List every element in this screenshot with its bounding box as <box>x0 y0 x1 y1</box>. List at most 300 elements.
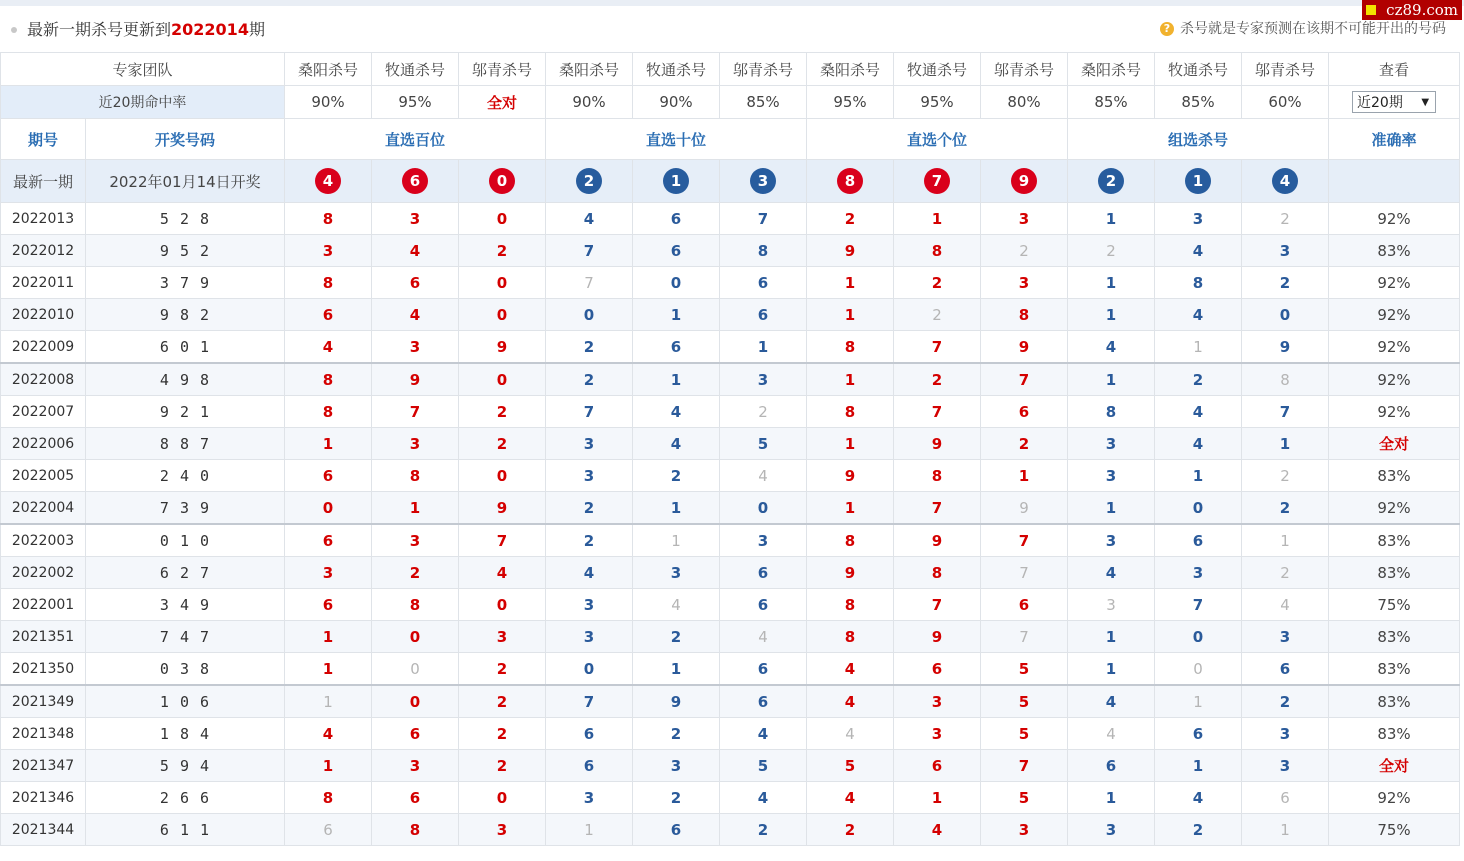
kill-number: 5 <box>720 428 807 460</box>
tens-header: 直选十位 <box>546 119 807 160</box>
kill-number: 3 <box>633 557 720 589</box>
kill-number-missed: 1 <box>285 685 372 718</box>
kill-number: 3 <box>1242 621 1329 653</box>
site-logo[interactable] <box>1362 0 1462 20</box>
kill-number: 2 <box>633 460 720 492</box>
hit-rate: 95% <box>894 86 981 119</box>
table-row <box>1 621 1460 653</box>
draw-number: 1 0 6 <box>86 685 285 718</box>
kill-number: 3 <box>1068 460 1155 492</box>
accuracy-value: 全对 <box>1329 428 1460 460</box>
kill-number-missed: 4 <box>1242 589 1329 621</box>
kill-number: 1 <box>285 653 372 686</box>
issue-number: 2022013 <box>1 203 86 235</box>
kill-number: 4 <box>720 718 807 750</box>
kill-number: 3 <box>372 331 459 364</box>
period-select[interactable] <box>1352 91 1436 113</box>
prediction-ball: 1 <box>663 168 689 194</box>
accuracy-value: 83% <box>1329 685 1460 718</box>
accuracy-value: 92% <box>1329 492 1460 525</box>
draw-number: 9 2 1 <box>86 396 285 428</box>
kill-number: 7 <box>1242 396 1329 428</box>
kill-number: 0 <box>372 685 459 718</box>
kill-number: 3 <box>372 203 459 235</box>
kill-number-missed: 6 <box>285 814 372 846</box>
kill-number: 6 <box>894 750 981 782</box>
kill-number: 3 <box>1068 814 1155 846</box>
expert-team-label: 专家团队 <box>1 53 285 86</box>
kill-number: 1 <box>1242 428 1329 460</box>
kill-number-missed: 4 <box>807 718 894 750</box>
kill-number: 6 <box>285 524 372 557</box>
draw-number: 6 1 1 <box>86 814 285 846</box>
kill-number: 6 <box>720 557 807 589</box>
kill-number: 1 <box>285 750 372 782</box>
kill-number: 8 <box>285 396 372 428</box>
kill-number: 3 <box>894 718 981 750</box>
draw-number: 9 8 2 <box>86 299 285 331</box>
kill-number: 4 <box>1155 782 1242 814</box>
kill-number: 0 <box>1242 299 1329 331</box>
kill-number: 7 <box>372 396 459 428</box>
kill-number: 3 <box>720 524 807 557</box>
draw-number: 3 7 9 <box>86 267 285 299</box>
kill-number: 3 <box>633 750 720 782</box>
kill-number: 1 <box>807 428 894 460</box>
prediction-ball-cell <box>1242 160 1329 203</box>
kill-number: 4 <box>807 685 894 718</box>
issue-number: 2022006 <box>1 428 86 460</box>
kill-number: 1 <box>807 492 894 525</box>
kill-number: 8 <box>285 203 372 235</box>
kill-number: 4 <box>807 653 894 686</box>
kill-number: 0 <box>285 492 372 525</box>
tip-text: 杀号就是专家预测在该期不可能开出的号码 <box>1180 21 1446 37</box>
kill-number: 0 <box>1155 492 1242 525</box>
accuracy-value: 92% <box>1329 331 1460 364</box>
expert-name: 牧通杀号 <box>633 53 720 86</box>
update-message <box>27 17 265 40</box>
kill-number: 5 <box>720 750 807 782</box>
kill-number: 2 <box>633 782 720 814</box>
kill-number: 0 <box>459 589 546 621</box>
kill-number: 0 <box>459 460 546 492</box>
kill-number: 9 <box>633 685 720 718</box>
kill-number: 1 <box>807 267 894 299</box>
draw-number: 7 3 9 <box>86 492 285 525</box>
kill-number: 2 <box>1242 267 1329 299</box>
kill-number: 2 <box>459 750 546 782</box>
dropdown-arrow-icon: ▼ <box>1421 97 1430 108</box>
kill-number-missed: 8 <box>1242 363 1329 396</box>
kill-number: 6 <box>285 460 372 492</box>
help-tip <box>1160 18 1446 38</box>
kill-number: 4 <box>1155 428 1242 460</box>
kill-number: 6 <box>720 267 807 299</box>
kill-number-missed: 7 <box>546 267 633 299</box>
hit-rate-row <box>1 86 1460 119</box>
table-row <box>1 235 1460 267</box>
kill-number: 7 <box>981 750 1068 782</box>
kill-number: 3 <box>459 621 546 653</box>
kill-number: 2 <box>720 814 807 846</box>
expert-name: 牧通杀号 <box>372 53 459 86</box>
kill-number: 6 <box>720 589 807 621</box>
prediction-ball-cell <box>459 160 546 203</box>
accuracy-value: 83% <box>1329 557 1460 589</box>
kill-number: 0 <box>546 299 633 331</box>
kill-number: 4 <box>1155 299 1242 331</box>
prediction-ball: 3 <box>750 168 776 194</box>
table-row <box>1 589 1460 621</box>
kill-number: 6 <box>546 750 633 782</box>
kill-number: 5 <box>807 750 894 782</box>
prediction-ball-cell <box>546 160 633 203</box>
issue-number: 2021344 <box>1 814 86 846</box>
view-label: 查看 <box>1329 53 1460 86</box>
table-row <box>1 557 1460 589</box>
period-select-value: 近20期 <box>1357 95 1403 111</box>
kill-number: 3 <box>285 235 372 267</box>
kill-number: 7 <box>981 363 1068 396</box>
expert-name: 邬青杀号 <box>981 53 1068 86</box>
issue-number: 2021346 <box>1 782 86 814</box>
issue-number: 2022012 <box>1 235 86 267</box>
logo-square-icon <box>1366 5 1376 15</box>
issue-number: 2022003 <box>1 524 86 557</box>
kill-number-missed: 2 <box>1242 203 1329 235</box>
kill-number: 8 <box>1155 267 1242 299</box>
issue-number: 2022004 <box>1 492 86 525</box>
kill-number: 1 <box>1068 653 1155 686</box>
issue-number: 2021347 <box>1 750 86 782</box>
kill-number: 2 <box>459 396 546 428</box>
kill-number: 1 <box>1068 782 1155 814</box>
expert-name: 邬青杀号 <box>459 53 546 86</box>
kill-number: 0 <box>459 267 546 299</box>
accuracy-value: 全对 <box>1329 750 1460 782</box>
kill-number: 3 <box>1242 718 1329 750</box>
kill-number: 3 <box>981 203 1068 235</box>
kill-number: 3 <box>546 782 633 814</box>
kill-number: 1 <box>1068 363 1155 396</box>
accuracy-value: 75% <box>1329 814 1460 846</box>
kill-number: 1 <box>720 331 807 364</box>
accuracy-value: 92% <box>1329 267 1460 299</box>
kill-number: 1 <box>633 363 720 396</box>
kill-number: 2 <box>546 524 633 557</box>
prediction-ball: 0 <box>489 168 515 194</box>
prediction-ball-cell <box>720 160 807 203</box>
kill-number: 3 <box>720 363 807 396</box>
kill-number: 1 <box>807 363 894 396</box>
kill-number: 8 <box>720 235 807 267</box>
prediction-ball-cell <box>633 160 720 203</box>
issue-number: 2022011 <box>1 267 86 299</box>
hit-rate: 90% <box>546 86 633 119</box>
kill-number: 2 <box>807 814 894 846</box>
kill-number: 7 <box>894 331 981 364</box>
hit-rate: 90% <box>285 86 372 119</box>
kill-number: 1 <box>285 621 372 653</box>
kill-number: 1 <box>894 203 981 235</box>
prediction-ball: 8 <box>837 168 863 194</box>
kill-number: 8 <box>807 621 894 653</box>
update-notice <box>0 6 1464 52</box>
prediction-ball-cell <box>372 160 459 203</box>
kill-number: 6 <box>981 396 1068 428</box>
kill-number: 8 <box>372 460 459 492</box>
draw-number: 1 8 4 <box>86 718 285 750</box>
issue-number: 2021348 <box>1 718 86 750</box>
kill-number: 5 <box>981 685 1068 718</box>
prediction-ball: 2 <box>576 168 602 194</box>
kill-number: 2 <box>1155 814 1242 846</box>
kill-number: 4 <box>372 299 459 331</box>
kill-number: 6 <box>285 299 372 331</box>
kill-number: 1 <box>807 299 894 331</box>
kill-number: 5 <box>981 782 1068 814</box>
kill-number: 2 <box>459 718 546 750</box>
kill-number-missed: 2 <box>894 299 981 331</box>
kill-number: 3 <box>546 589 633 621</box>
draw-number: 3 4 9 <box>86 589 285 621</box>
draw-number: 8 8 7 <box>86 428 285 460</box>
kill-number: 0 <box>459 363 546 396</box>
issue-number: 2022001 <box>1 589 86 621</box>
expert-name: 邬青杀号 <box>1242 53 1329 86</box>
kill-number: 1 <box>1068 203 1155 235</box>
draw-number: 2 6 6 <box>86 782 285 814</box>
expert-team-row <box>1 53 1460 86</box>
table-row <box>1 814 1460 846</box>
accuracy-value: 75% <box>1329 589 1460 621</box>
kill-number: 0 <box>1155 621 1242 653</box>
kill-number: 2 <box>1242 492 1329 525</box>
accuracy-value: 83% <box>1329 621 1460 653</box>
latest-date: 2022年01月14日开奖 <box>86 160 285 203</box>
draw-number: 9 5 2 <box>86 235 285 267</box>
kill-number: 2 <box>372 557 459 589</box>
kill-number: 8 <box>981 299 1068 331</box>
hit-rate: 95% <box>807 86 894 119</box>
kill-number: 9 <box>372 363 459 396</box>
draw-number: 0 1 0 <box>86 524 285 557</box>
kill-number: 2 <box>459 685 546 718</box>
table-row <box>1 685 1460 718</box>
hit-rate: 90% <box>633 86 720 119</box>
kill-number: 9 <box>807 557 894 589</box>
kill-number-missed: 0 <box>1155 653 1242 686</box>
kill-number: 1 <box>981 460 1068 492</box>
kill-number: 3 <box>981 267 1068 299</box>
hit-rate: 95% <box>372 86 459 119</box>
table-row <box>1 331 1460 364</box>
kill-number: 6 <box>1155 524 1242 557</box>
kill-number: 4 <box>807 782 894 814</box>
kill-number-missed: 4 <box>633 589 720 621</box>
prediction-ball: 4 <box>315 168 341 194</box>
draw-number: 4 9 8 <box>86 363 285 396</box>
kill-number-missed: 1 <box>1242 814 1329 846</box>
kill-number: 9 <box>459 492 546 525</box>
kill-number: 6 <box>894 653 981 686</box>
kill-number: 7 <box>894 492 981 525</box>
issue-number: 2022002 <box>1 557 86 589</box>
accuracy-value: 83% <box>1329 460 1460 492</box>
kill-number: 6 <box>1068 750 1155 782</box>
kill-number: 2 <box>894 267 981 299</box>
table-row <box>1 782 1460 814</box>
kill-number: 6 <box>633 331 720 364</box>
kill-number-missed: 2 <box>720 396 807 428</box>
latest-label: 最新一期 <box>1 160 86 203</box>
kill-number: 0 <box>546 653 633 686</box>
kill-number-missed: 4 <box>720 621 807 653</box>
table-row <box>1 492 1460 525</box>
accuracy-value: 92% <box>1329 363 1460 396</box>
kill-number: 3 <box>981 814 1068 846</box>
kill-number: 4 <box>1068 331 1155 364</box>
kill-number-missed: 2 <box>1242 557 1329 589</box>
kill-number: 6 <box>633 203 720 235</box>
period-select-cell <box>1329 86 1460 119</box>
question-icon: ? <box>1160 22 1174 36</box>
kill-number-missed: 2 <box>981 235 1068 267</box>
kill-number: 0 <box>459 203 546 235</box>
hit-rate-label: 近20期命中率 <box>1 86 285 119</box>
kill-number: 2 <box>633 718 720 750</box>
kill-number: 9 <box>807 460 894 492</box>
issue-number: 2022010 <box>1 299 86 331</box>
kill-number: 8 <box>807 524 894 557</box>
kill-number: 2 <box>1155 363 1242 396</box>
accuracy-value: 83% <box>1329 524 1460 557</box>
table-row <box>1 524 1460 557</box>
kill-number: 3 <box>1242 235 1329 267</box>
kill-number: 4 <box>285 331 372 364</box>
kill-number: 0 <box>633 267 720 299</box>
kill-number: 0 <box>720 492 807 525</box>
prediction-ball: 7 <box>924 168 950 194</box>
kill-number: 6 <box>720 299 807 331</box>
kill-number: 3 <box>1242 750 1329 782</box>
kill-number: 4 <box>1155 235 1242 267</box>
accuracy-value: 83% <box>1329 653 1460 686</box>
kill-number: 7 <box>720 203 807 235</box>
kill-number: 9 <box>894 621 981 653</box>
kill-number: 7 <box>546 235 633 267</box>
kill-number: 8 <box>807 396 894 428</box>
kill-number-missed: 9 <box>981 492 1068 525</box>
kill-number: 1 <box>1068 299 1155 331</box>
kill-number: 6 <box>1155 718 1242 750</box>
draw-number: 7 4 7 <box>86 621 285 653</box>
kill-number: 4 <box>633 396 720 428</box>
kill-number: 4 <box>894 814 981 846</box>
prediction-ball-cell <box>807 160 894 203</box>
kill-number: 2 <box>546 492 633 525</box>
kill-number: 4 <box>372 235 459 267</box>
kill-number: 8 <box>372 814 459 846</box>
kill-number: 0 <box>459 299 546 331</box>
table-row <box>1 267 1460 299</box>
hit-rate: 85% <box>720 86 807 119</box>
kill-number: 7 <box>894 396 981 428</box>
kill-number: 4 <box>1068 685 1155 718</box>
kill-number: 4 <box>720 782 807 814</box>
kill-number: 1 <box>285 428 372 460</box>
kill-number: 9 <box>807 235 894 267</box>
table-row <box>1 653 1460 686</box>
kill-number: 6 <box>1242 653 1329 686</box>
kill-number: 4 <box>633 428 720 460</box>
issue-number: 2021351 <box>1 621 86 653</box>
kill-number: 3 <box>372 750 459 782</box>
kill-number: 9 <box>459 331 546 364</box>
draw-number: 5 2 8 <box>86 203 285 235</box>
issue-number: 2022008 <box>1 363 86 396</box>
prediction-ball-cell <box>981 160 1068 203</box>
accuracy-value: 92% <box>1329 396 1460 428</box>
expert-name: 桑阳杀号 <box>807 53 894 86</box>
update-text: 最新一期杀号更新到 <box>27 20 172 39</box>
table-row <box>1 299 1460 331</box>
hit-rate: 85% <box>1155 86 1242 119</box>
table-row <box>1 203 1460 235</box>
prediction-ball-cell <box>285 160 372 203</box>
draw-number: 0 3 8 <box>86 653 285 686</box>
kill-number-missed: 1 <box>1155 331 1242 364</box>
hit-rate: 全对 <box>459 86 546 119</box>
kill-number-missed: 7 <box>981 621 1068 653</box>
kill-number: 6 <box>981 589 1068 621</box>
table-row <box>1 428 1460 460</box>
kill-number-missed: 2 <box>1242 460 1329 492</box>
expert-name: 牧通杀号 <box>894 53 981 86</box>
kill-number: 4 <box>459 557 546 589</box>
kill-number: 9 <box>1242 331 1329 364</box>
prediction-ball: 4 <box>1272 168 1298 194</box>
kill-number: 8 <box>372 589 459 621</box>
kill-number-missed: 1 <box>546 814 633 846</box>
kill-number: 7 <box>546 396 633 428</box>
prediction-ball: 9 <box>1011 168 1037 194</box>
logo-text: cz89.com <box>1386 1 1458 19</box>
expert-name: 桑阳杀号 <box>285 53 372 86</box>
kill-number: 1 <box>633 299 720 331</box>
kill-number: 6 <box>285 589 372 621</box>
expert-name: 牧通杀号 <box>1155 53 1242 86</box>
kill-number: 2 <box>459 428 546 460</box>
draw-number: 5 9 4 <box>86 750 285 782</box>
hit-rate: 85% <box>1068 86 1155 119</box>
kill-number-missed: 4 <box>720 460 807 492</box>
kill-number: 4 <box>546 203 633 235</box>
accuracy-value: 92% <box>1329 782 1460 814</box>
accuracy-value: 92% <box>1329 299 1460 331</box>
kill-number: 1 <box>633 492 720 525</box>
kill-number: 2 <box>459 653 546 686</box>
kill-number: 1 <box>1068 621 1155 653</box>
draw-header: 开奖号码 <box>86 119 285 160</box>
draw-number: 6 2 7 <box>86 557 285 589</box>
draw-number: 6 0 1 <box>86 331 285 364</box>
update-suffix: 期 <box>248 20 265 39</box>
kill-number: 2 <box>546 363 633 396</box>
kill-number: 8 <box>285 782 372 814</box>
kill-number: 1 <box>1155 460 1242 492</box>
